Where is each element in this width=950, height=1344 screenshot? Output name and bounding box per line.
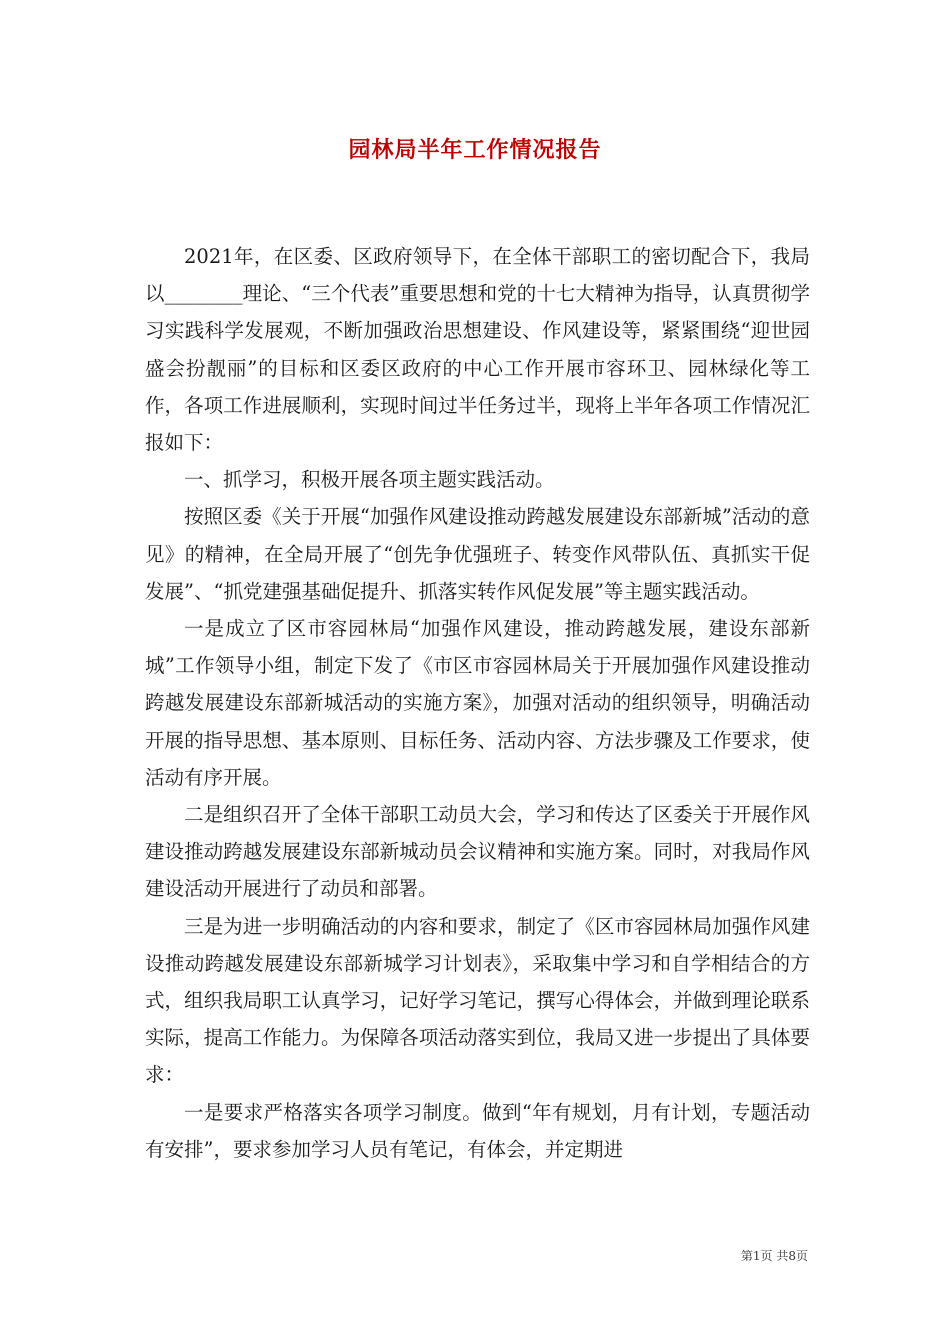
paragraph: 按照区委《关于开展“加强作风建设推动跨越发展建设东部新城”活动的意见》的精神，在全局开展了“创先争优强班子、转变作风带队伍、真抓实干促发展”、“抓党建强基础促提升、抓落实转作风促发展”等主题实践活动。 bbox=[145, 505, 810, 603]
current-page-number: 1 bbox=[752, 1249, 761, 1263]
footer-prefix: 第 bbox=[740, 1249, 753, 1263]
paragraph: 三是为进一步明确活动的内容和要求，制定了《区市容园林局加强作风建设推动跨越发展建设东部新城学习计划表》，采取集中学习和自学相结合的方式，组织我局职工认真学习，记好学习笔记，撰写心得体会，并做到理论联系实际，提高工作能力。为保障各项活动落实到位，我局又进一步提出了具体要求： bbox=[145, 914, 810, 1087]
paragraph-intro: 2021年，在区委、区政府领导下，在全体干部职工的密切配合下，我局以________理论、“三个代表”重要思想和党的十七大精神为指导，认真贯彻学习实践科学发展观，不断加强政治思想建设、作风建设等，紧紧围绕“迎世园盛会扮靓丽”的目标和区委区政府的中心工作开展市容环卫、园林绿化等工作，各项工作进展顺利，实现时间过半任务过半，现将上半年各项工作情况汇报如下： bbox=[145, 245, 810, 455]
page-number-footer bbox=[0, 1247, 808, 1264]
footer-suffix: 页 bbox=[795, 1249, 808, 1263]
paragraph: 一是成立了区市容园林局“加强作风建设，推动跨越发展，建设东部新城”工作领导小组，制定下发了《市区市容园林局关于开展加强作风建设推动跨越发展建设东部新城活动的实施方案》，加强对活动的组织领导，明确活动开展的指导思想、基本原则、目标任务、活动内容、方法步骤及工作要求，使活动有序开展。 bbox=[145, 617, 810, 789]
section-heading-1: 一、抓学习，积极开展各项主题实践活动。 bbox=[184, 468, 555, 492]
footer-middle: 页 共 bbox=[760, 1249, 789, 1263]
paragraph: 二是组织召开了全体干部职工动员大会，学习和传达了区委关于开展作风建设推动跨越发展建设东部新城动员会议精神和实施方案。同时，对我局作风建设活动开展进行了动员和部署。 bbox=[145, 803, 810, 901]
paragraph: 一是要求严格落实各项学习制度。做到“年有规划，月有计划，专题活动有安排”，要求参加学习人员有笔记，有体会，并定期进 bbox=[145, 1100, 810, 1161]
total-pages-number: 8 bbox=[788, 1249, 796, 1263]
document-title: 园林局半年工作情况报告 bbox=[348, 137, 602, 163]
document-body bbox=[145, 238, 810, 1168]
